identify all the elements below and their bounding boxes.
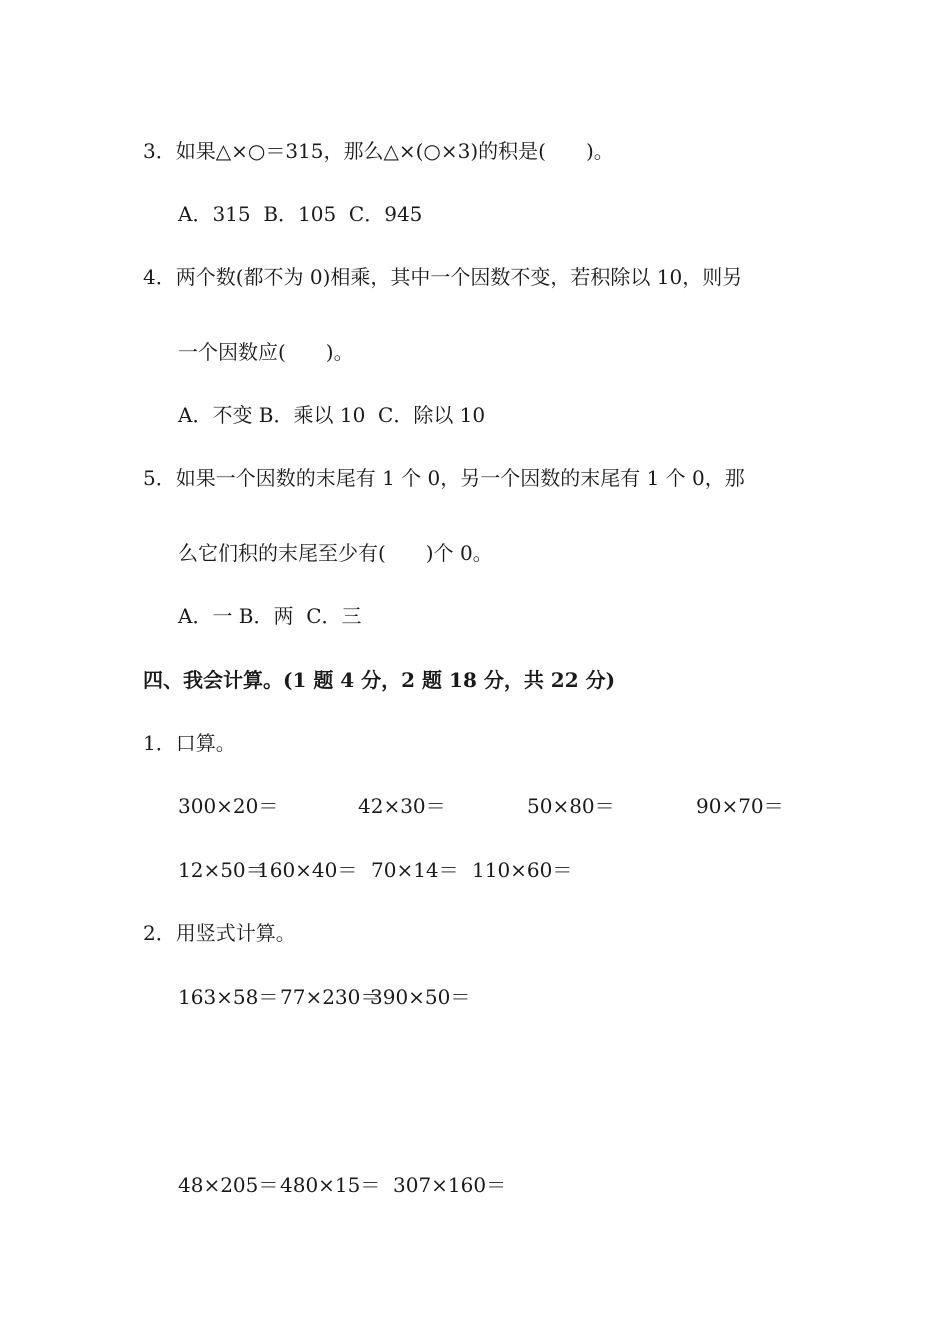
question-4-stem-line1: 4．两个数(都不为 0)相乘，其中一个因数不变，若积除以 10，则另 bbox=[143, 265, 743, 289]
question-5-stem-line2: 么它们积的末尾至少有( )个 0。 bbox=[178, 541, 493, 565]
question-3-options: A．315 B．105 C．945 bbox=[178, 202, 423, 226]
vertical-calc-item: 307×160＝ bbox=[393, 1173, 507, 1197]
oral-calc-item: 42×30＝ bbox=[358, 794, 446, 818]
question-5-options: A．一 B．两 C．三 bbox=[178, 604, 362, 628]
part-2-title: 2．用竖式计算。 bbox=[143, 921, 296, 945]
vertical-calc-item: 390×50＝ bbox=[370, 985, 471, 1009]
question-5-stem-line1: 5．如果一个因数的末尾有 1 个 0，另一个因数的末尾有 1 个 0，那 bbox=[143, 466, 745, 490]
vertical-calc-item: 77×230＝ bbox=[280, 985, 381, 1009]
question-3-stem: 3．如果△×○＝315，那么△×(○×3)的积是( )。 bbox=[143, 139, 614, 163]
part-1-title: 1．口算。 bbox=[143, 731, 236, 755]
oral-calc-item: 70×14＝ bbox=[371, 858, 459, 882]
oral-calc-item: 50×80＝ bbox=[527, 794, 615, 818]
vertical-calc-item: 48×205＝ bbox=[178, 1173, 279, 1197]
oral-calc-item: 300×20＝ bbox=[178, 794, 279, 818]
oral-calc-item: 12×50＝ bbox=[178, 858, 266, 882]
oral-calc-item: 110×60＝ bbox=[472, 858, 573, 882]
vertical-calc-item: 480×15＝ bbox=[280, 1173, 381, 1197]
section-4-heading: 四、我会计算。(1 题 4 分，2 题 18 分，共 22 分) bbox=[143, 668, 616, 692]
oral-calc-item: 160×40＝ bbox=[257, 858, 358, 882]
question-4-options: A．不变 B．乘以 10 C．除以 10 bbox=[178, 403, 486, 427]
question-4-stem-line2: 一个因数应( )。 bbox=[178, 340, 354, 364]
vertical-calc-item: 163×58＝ bbox=[178, 985, 279, 1009]
oral-calc-item: 90×70＝ bbox=[696, 794, 784, 818]
